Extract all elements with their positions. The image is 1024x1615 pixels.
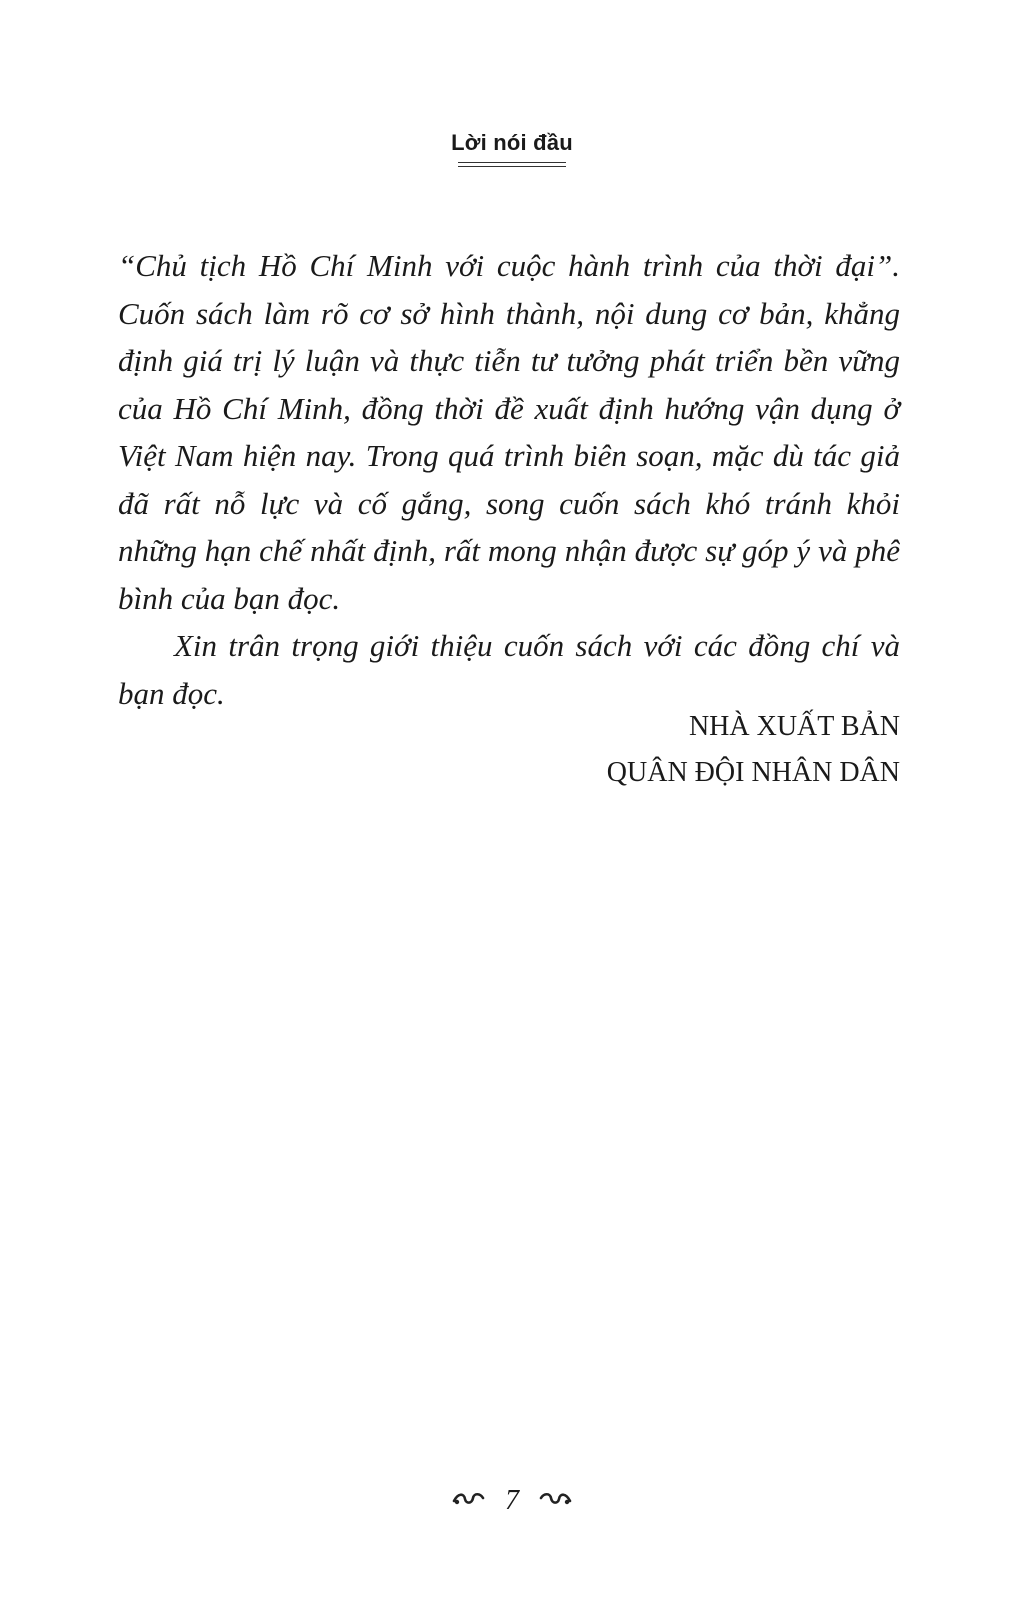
publisher-signature [607, 704, 900, 796]
signature-line-2: QUÂN ĐỘI NHÂN DÂN [606, 757, 900, 788]
page-header [0, 128, 1024, 167]
section-title: Lời nói đầu [451, 130, 573, 155]
title-double-rule [458, 162, 566, 167]
page-number: 7 [505, 1484, 519, 1516]
signature-line-1: NHÀ XUẤT BẢN [688, 711, 900, 742]
body-text [118, 242, 900, 717]
swirl-ornament-left-icon [452, 1485, 486, 1517]
paragraph-2: Xin trân trọng giới thiệu cuốn sách với các đồng chí và bạn đọc. [118, 628, 900, 711]
page-footer [0, 1483, 1024, 1517]
paragraph-1: “Chủ tịch Hồ Chí Minh với cuộc hành trình của thời đại”. Cuốn sách làm rõ cơ sở hình thành, nội dung cơ bản, khẳng định giá trị lý luận và thực tiễn tư tưởng phát triển bền vững của Hồ Chí Minh, đồng thời đề xuất định hướng vận dụng ở Việt Nam hiện nay. Trong quá trình biên soạn, mặc dù tác giả đã rất nỗ lực và cố gắng, song cuốn sách khó tránh khỏi những hạn chế nhất định, rất mong nhận được sự góp ý và phê bình của bạn đọc. [118, 248, 900, 616]
swirl-ornament-right-icon [538, 1485, 572, 1517]
